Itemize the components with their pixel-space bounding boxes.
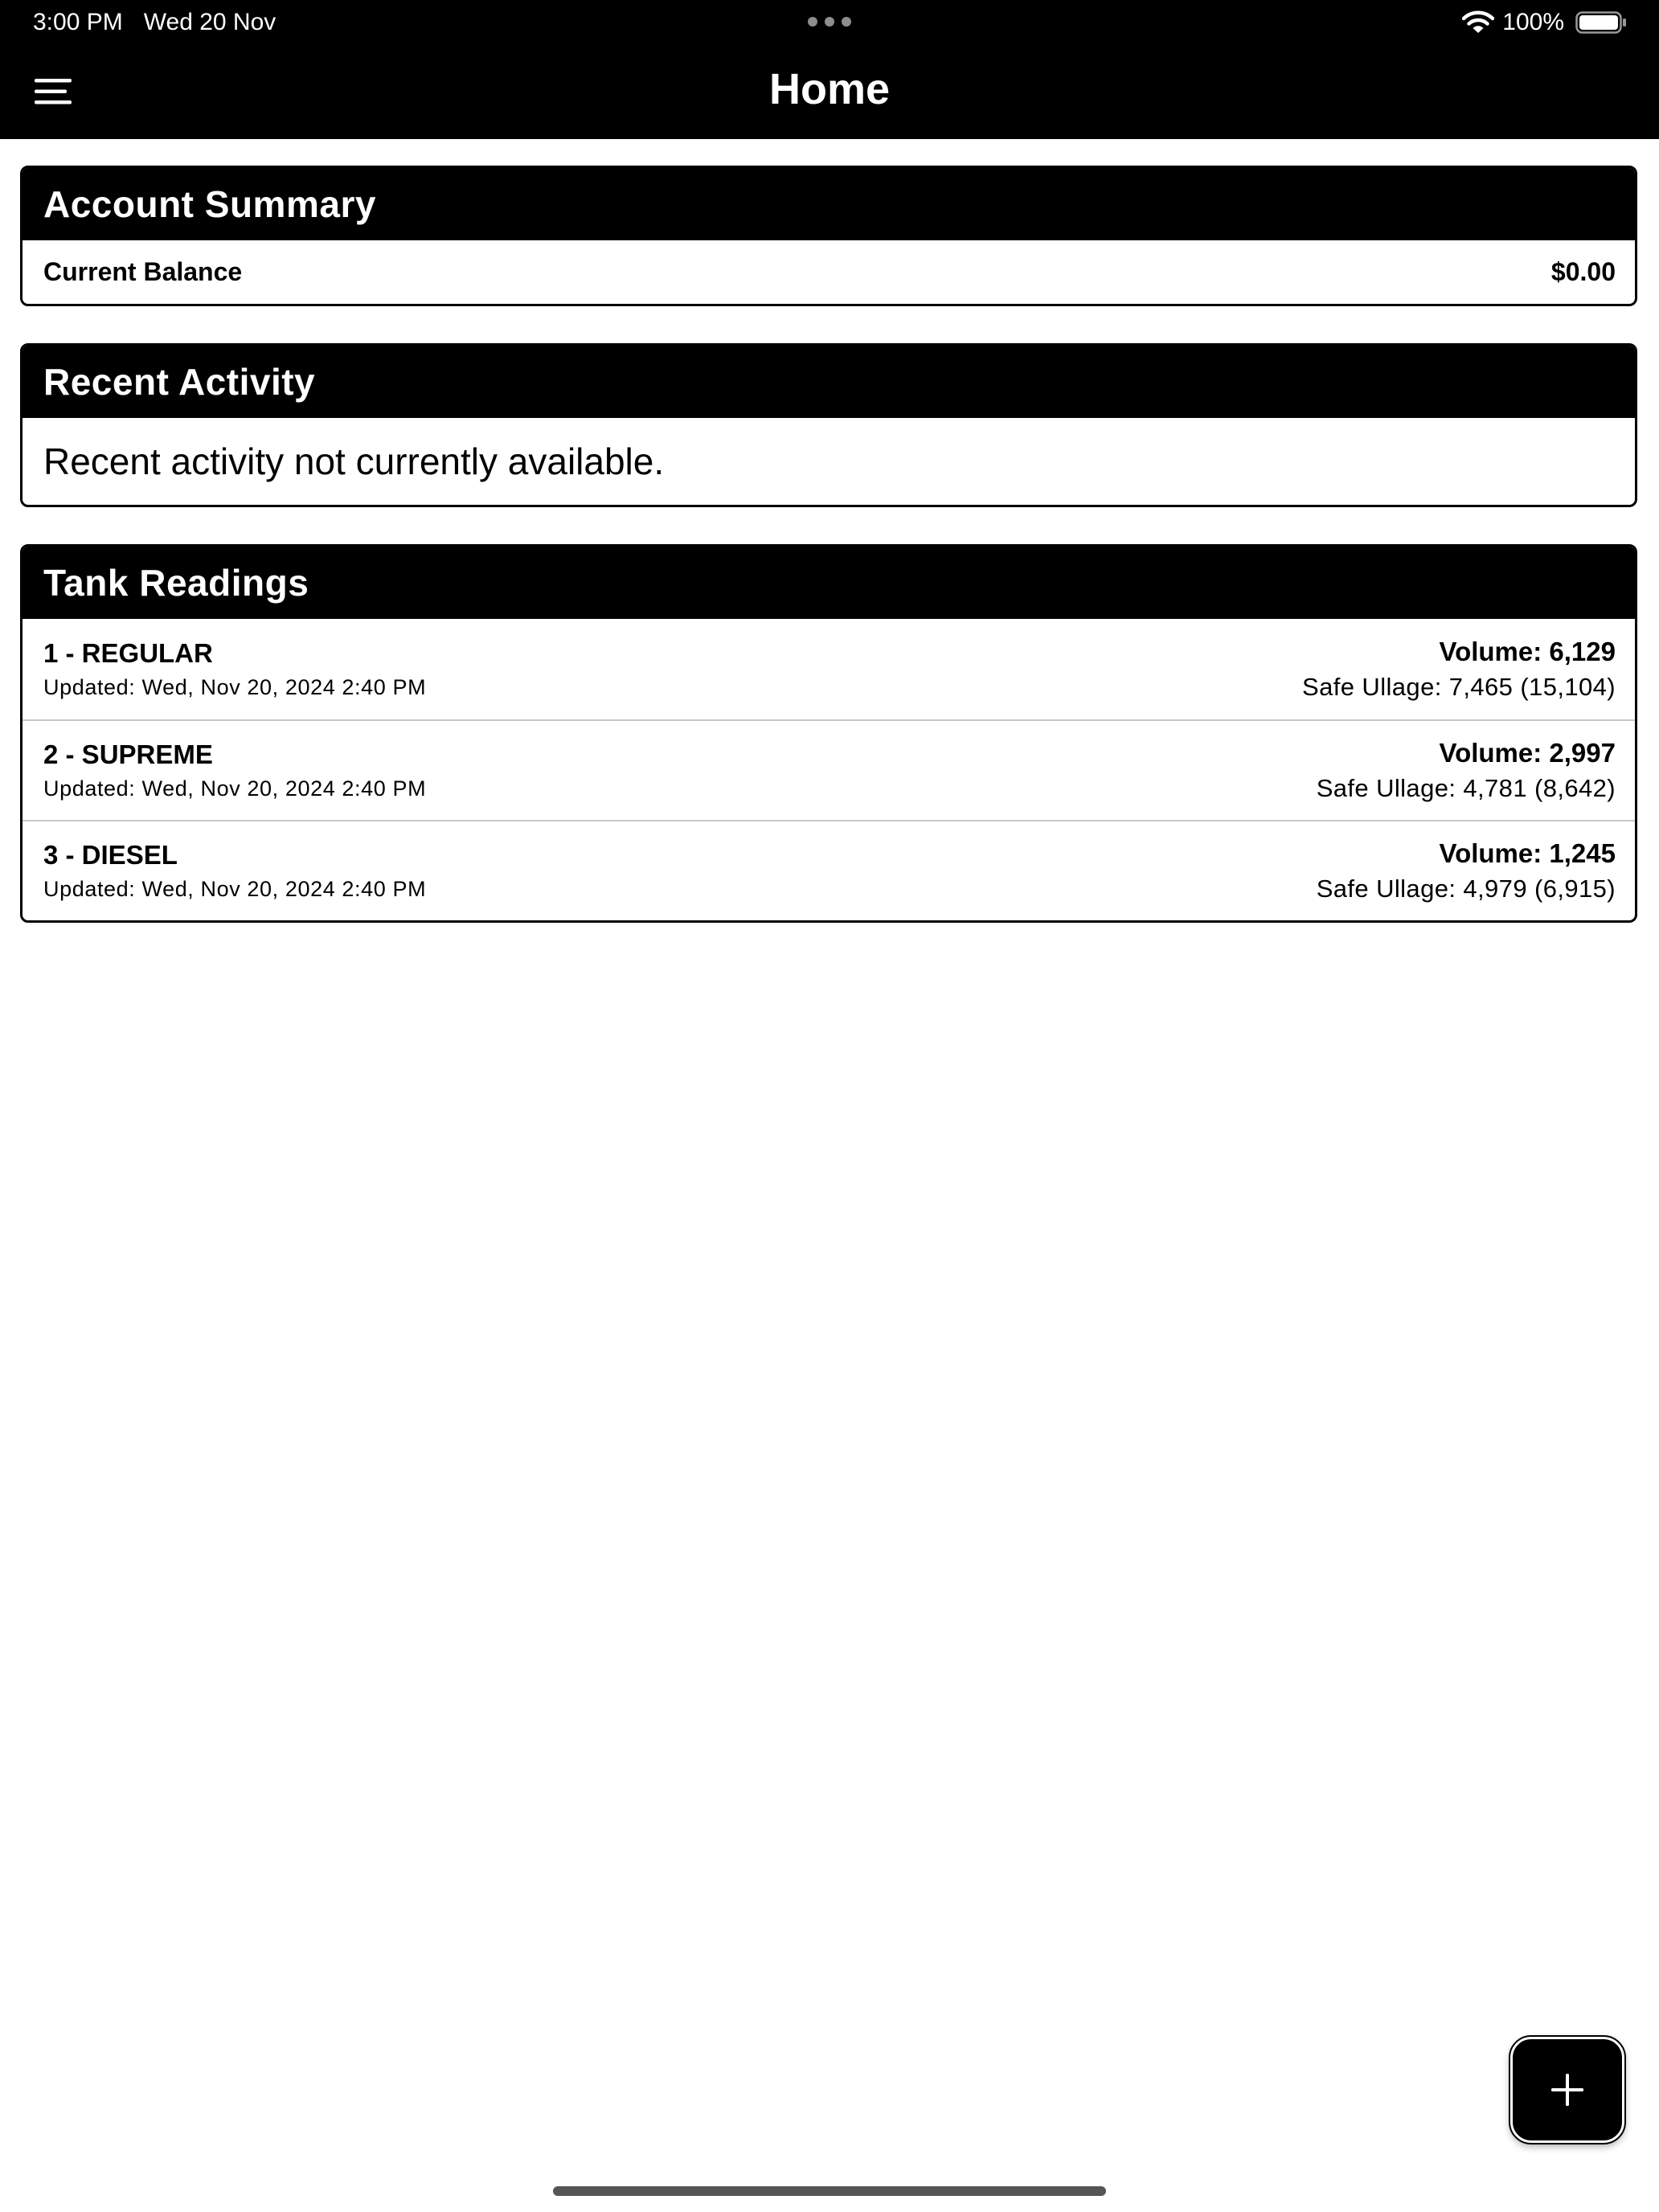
tank-volume: Volume: 1,245: [1439, 838, 1616, 868]
recent-activity-card: [20, 343, 1637, 507]
tank-volume: Volume: 2,997: [1439, 737, 1616, 768]
tank-updated-time: Updated: Wed, Nov 20, 2024 2:40 PM: [43, 876, 427, 901]
battery-icon: [1575, 10, 1627, 35]
tank-row-regular[interactable]: [23, 619, 1635, 719]
status-time-date: [33, 8, 276, 37]
plus-icon: [1550, 2072, 1585, 2108]
tank-name: 1 - REGULAR: [43, 637, 213, 668]
tank-safe-ullage: Safe Ullage: 7,465 (15,104): [1302, 672, 1616, 701]
tank-name: 3 - DIESEL: [43, 839, 178, 870]
navigation-bar: [0, 45, 1659, 139]
recent-activity-title: Recent Activity: [23, 346, 1635, 418]
tank-row-supreme[interactable]: [23, 719, 1635, 820]
tank-row-diesel[interactable]: [23, 820, 1635, 920]
tank-volume: Volume: 6,129: [1439, 636, 1616, 666]
wifi-icon: [1462, 10, 1494, 35]
tank-updated-time: Updated: Wed, Nov 20, 2024 2:40 PM: [43, 674, 427, 699]
recent-activity-message: Recent activity not currently available.: [43, 440, 665, 482]
current-balance-value: $0.00: [1550, 257, 1616, 286]
account-summary-card: [20, 166, 1637, 306]
tank-readings-title: Tank Readings: [23, 547, 1635, 619]
battery-percentage: 100%: [1502, 9, 1564, 35]
tank-safe-ullage: Safe Ullage: 4,979 (6,915): [1316, 874, 1616, 903]
tank-name: 2 - SUPREME: [43, 739, 213, 769]
current-balance-label: Current Balance: [43, 257, 243, 286]
tank-updated-time: Updated: Wed, Nov 20, 2024 2:40 PM: [43, 776, 427, 801]
status-time: 3:00 PM: [33, 9, 123, 35]
status-date: Wed 20 Nov: [143, 9, 276, 35]
page-title: Home: [768, 65, 891, 113]
current-balance-row[interactable]: [23, 240, 1635, 304]
tank-safe-ullage: Safe Ullage: 4,781 (8,642): [1316, 773, 1616, 802]
multitasking-dots-icon[interactable]: [807, 16, 852, 27]
home-indicator[interactable]: [553, 2186, 1106, 2196]
account-summary-title: Account Summary: [23, 168, 1635, 240]
add-button[interactable]: [1510, 2037, 1624, 2143]
tank-readings-card: [20, 544, 1637, 923]
status-indicators: [1462, 8, 1627, 37]
status-bar: [0, 0, 1659, 45]
